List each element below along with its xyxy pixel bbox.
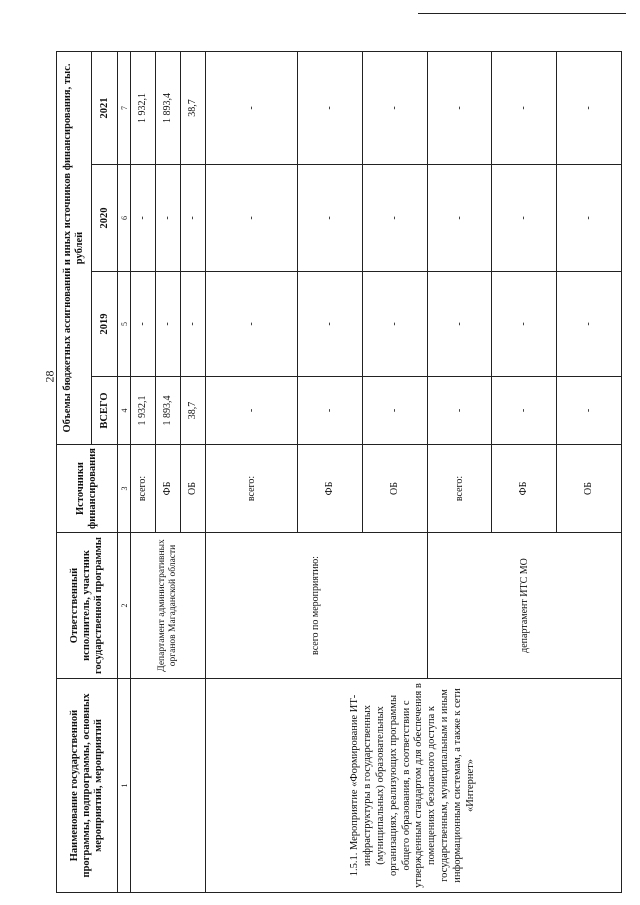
y2021-cell: -	[297, 51, 362, 164]
total-cell: -	[492, 377, 557, 445]
name-cell-empty	[130, 679, 205, 893]
budget-table	[56, 51, 622, 893]
y2019-cell: -	[297, 272, 362, 377]
source-cell: ОБ	[362, 445, 427, 533]
table-row	[205, 51, 297, 892]
y2020-cell: -	[427, 165, 492, 272]
source-cell: ОБ	[557, 445, 622, 533]
column-number: 5	[118, 272, 131, 377]
source-cell: ФБ	[492, 445, 557, 533]
y2019-cell: -	[205, 272, 297, 377]
executor-cell: всего по мероприятию:	[205, 533, 427, 679]
column-number: 6	[118, 165, 131, 272]
source-cell: ФБ	[297, 445, 362, 533]
header-name: Наименование государственной программы, подпрограммы, основных мероприятий, мероприятий	[57, 679, 118, 893]
y2020-cell: -	[130, 165, 155, 272]
total-cell: -	[557, 377, 622, 445]
total-cell: 1 893,4	[155, 377, 180, 445]
y2021-cell: -	[362, 51, 427, 164]
total-cell: -	[205, 377, 297, 445]
y2021-cell: -	[492, 51, 557, 164]
rotated-page-content	[56, 52, 622, 893]
source-cell: ФБ	[155, 445, 180, 533]
measure-name-cell: 1.5.1. Мероприятие «Формирование ИТ-инфраструктуры в государственных (муниципальных) образовательных организациях, реализующих программы общего образования, в соответствии с утвержденным стандартом для обеспечения в помещениях безопасного доступа к государственным, муниципальным и иным информационным системам, а также к сети «Интернет»	[205, 679, 621, 893]
y2020-cell: -	[297, 165, 362, 272]
y2021-cell: 38,7	[180, 51, 205, 164]
y2020-cell: -	[205, 165, 297, 272]
y2020-cell: -	[180, 165, 205, 272]
column-number: 3	[118, 445, 131, 533]
column-number: 7	[118, 51, 131, 164]
y2019-cell: -	[130, 272, 155, 377]
executor-cell: Департамент административных органов Магаданской области	[130, 533, 205, 679]
header-executor: Ответственный исполнитель, участник государственной программы	[57, 533, 118, 679]
header-2020: 2020	[92, 165, 118, 272]
y2020-cell: -	[362, 165, 427, 272]
total-cell: 38,7	[180, 377, 205, 445]
y2021-cell: -	[427, 51, 492, 164]
y2019-cell: -	[180, 272, 205, 377]
y2019-cell: -	[427, 272, 492, 377]
source-cell: всего:	[205, 445, 297, 533]
y2019-cell: -	[557, 272, 622, 377]
y2021-cell: -	[205, 51, 297, 164]
y2019-cell: -	[492, 272, 557, 377]
y2020-cell: -	[557, 165, 622, 272]
column-number: 1	[118, 679, 131, 893]
total-cell: -	[362, 377, 427, 445]
column-number: 4	[118, 377, 131, 445]
header-source: Источники финансирования	[57, 445, 118, 533]
y2019-cell: -	[362, 272, 427, 377]
total-cell: -	[297, 377, 362, 445]
y2019-cell: -	[155, 272, 180, 377]
y2021-cell: -	[557, 51, 622, 164]
header-volumes: Объемы бюджетных ассигнований и иных источников финансирования, тыс. рублей	[57, 51, 92, 444]
y2020-cell: -	[155, 165, 180, 272]
source-cell: всего:	[130, 445, 155, 533]
column-number: 2	[118, 533, 131, 679]
table-row	[130, 51, 155, 892]
source-cell: ОБ	[180, 445, 205, 533]
total-cell: -	[427, 377, 492, 445]
source-cell: всего:	[427, 445, 492, 533]
column-numbers-row	[118, 51, 131, 892]
header-total: ВСЕГО	[92, 377, 118, 445]
top-rule	[418, 13, 626, 14]
y2021-cell: 1 932,1	[130, 51, 155, 164]
total-cell: 1 932,1	[130, 377, 155, 445]
executor-cell: департамент ИТС МО	[427, 533, 621, 679]
y2021-cell: 1 893,4	[155, 51, 180, 164]
header-2019: 2019	[92, 272, 118, 377]
y2020-cell: -	[492, 165, 557, 272]
page-number: 28	[42, 370, 57, 383]
header-2021: 2021	[92, 51, 118, 164]
